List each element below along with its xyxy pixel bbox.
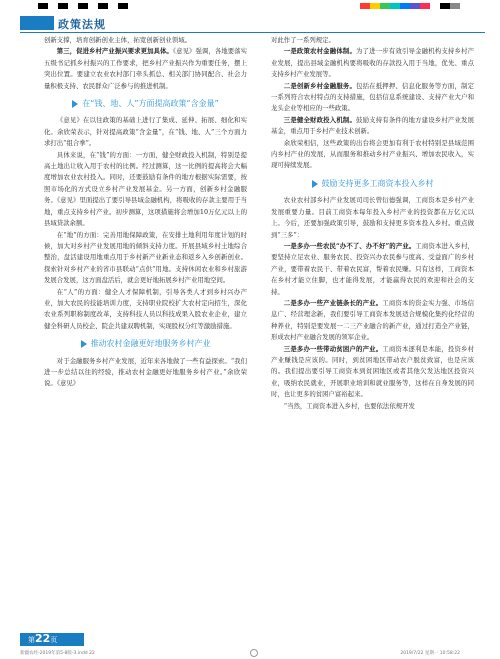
paragraph-lead: 一是政策农村金融体制。 xyxy=(283,47,357,56)
paragraph: 在“地”的方面：完善用地保障政策，在安排土地利用年度计划的时候，加大对乡村产业发展用地的倾斜支持力度。开展县域乡村土地综合整治，盘活建设用地重点用于乡村新产业新业态和返乡入乡创新创业。探索针对乡村产业的省市县联动“点供”用地。支持休闲农业和乡村旅游发展合发展，这方面盘活后，就会更好地拓展乡村产业用地空间。 xyxy=(44,230,247,285)
page-number xyxy=(28,632,57,645)
paragraph: 《意见》在以往政策的基础上进行了集成、延伸、拓展、细化和实化。余欣荣表示，针对提高政策“含金量”，在“钱、地、人”三个方面力求打出“组合拳”。 xyxy=(44,116,247,148)
section-heading-text: 在“钱、地、人”方面提高政策“含金量” xyxy=(82,99,219,109)
paragraph: 对于金融服务乡村产业发展，近年来各地做了一些有益探索。“我们进一步总结以往的经验，推动农村金融更好地服务乡村产业。”余欣荣说。《意见》 xyxy=(44,356,247,388)
section-heading-text: 鼓励支持更多工商资本投入乡村 xyxy=(321,178,434,188)
calibration-swatch xyxy=(450,3,460,9)
color-calibration-strip-right xyxy=(360,3,460,9)
calibration-swatch xyxy=(108,3,118,9)
paragraph xyxy=(44,46,247,92)
paragraph: 创新支撑，培育创新创业主体，拓宽创新创业领域。 xyxy=(44,36,191,44)
paragraph: 在“人”的方面：健全人才保障机制，引导各类人才到乡村兴办产业，加大农民的技能培训力度，支持职业院校扩大农村定向招生，深化农业系列职称制度改革，支持科技人员以科技成果入股农业企业，建立健全科研人员校企、院企共建双聘机制，实现股权分红等激励措施。 xyxy=(44,287,247,330)
section-heading-3 xyxy=(271,178,474,189)
calibration-swatch xyxy=(98,3,108,9)
section-title: 政策法规 xyxy=(58,18,106,31)
paragraph: 对此作了一系列规定。 xyxy=(271,36,335,44)
print-slug-timestamp: 2019/7/22 星期一 10:58:22 xyxy=(400,651,460,656)
header-accent-bar xyxy=(20,16,54,30)
calibration-swatch xyxy=(78,3,88,9)
article-body xyxy=(44,35,476,615)
triangle-bullet-icon xyxy=(72,100,78,108)
calibration-swatch xyxy=(370,3,380,9)
calibration-swatch xyxy=(410,3,420,9)
calibration-swatch xyxy=(48,3,58,9)
page-number-value: 22 xyxy=(35,632,51,645)
calibration-swatch xyxy=(390,3,400,9)
paragraph xyxy=(271,46,474,80)
paragraph xyxy=(271,241,474,298)
calibration-swatch xyxy=(88,3,98,9)
paragraph xyxy=(271,115,474,138)
header-rule xyxy=(20,32,485,33)
calibration-swatch xyxy=(38,3,48,9)
paragraph-text: 工商资本的资金实力强、市场信息广、经营理念新，我们要引导工商资本发展适合规模化集约化经营的种养业，特别是要发展一二三产业融合的新产业，通过打造全产业链，形成农村产业融合发展的领军企业。 xyxy=(271,298,475,342)
page-number-suffix: 页 xyxy=(50,636,58,644)
triangle-bullet-icon xyxy=(81,340,87,348)
color-calibration-strip-left xyxy=(38,3,138,9)
triangle-bullet-icon xyxy=(312,180,318,188)
calibration-swatch xyxy=(118,3,128,9)
registration-mark-icon xyxy=(250,649,258,657)
print-slug-file: 新疆农经-2019年第5-8版-3.indd 22 xyxy=(20,651,95,656)
paragraph-lead: 二是创新乡村金融服务。 xyxy=(283,81,357,90)
section-heading-1 xyxy=(44,98,247,109)
paragraph xyxy=(271,344,474,401)
paragraph-lead: 三是多办一些带动贫困户的产业。 xyxy=(283,344,383,353)
paragraph-lead: 三是健全财政投入机制。 xyxy=(283,115,357,124)
page-header xyxy=(20,13,485,33)
paragraph-text: 工商资本进入乡村，要坚持立足农业、服务农民、投资兴办农民参与度高、受益面广的乡村产业，要带着农民干、带着农民富，帮着农民赚。只有这样，工商资本在乡村才能立住脚，也才能得发展，才能赢得农民的欢迎和社会的支持。 xyxy=(271,241,474,296)
calibration-swatch xyxy=(420,3,430,9)
paragraph xyxy=(271,298,474,344)
calibration-swatch xyxy=(430,3,440,9)
paragraph: 余欣荣相信，这些政策的出台将会更加有利于农村特别是县域范围内乡村产业的发展，从而服务和推动乡村产业振兴、增加农民收入，实现可持续发展。 xyxy=(271,138,474,170)
calibration-swatch xyxy=(68,3,78,9)
paragraph-text: 包括在抵押押、信息化服务等方面，制定一系列符合农村特点的支持措施，包括信息系统建设、支持产业大户和龙头企业等相应的一些政策。 xyxy=(271,81,475,113)
calibration-swatch xyxy=(380,3,390,9)
section-heading-text: 推动农村金融更好地服务乡村产业 xyxy=(90,339,211,349)
paragraph-lead: 一是多办一些农民“办不了、办不好”的产业。 xyxy=(283,241,416,250)
paragraph-lead: 二是多办一些产业链条长的产业。 xyxy=(283,298,383,307)
calibration-swatch xyxy=(360,3,370,9)
paragraph-text: 《意见》强调，各地要落实五级书记抓乡村振兴的工作要求，把乡村产业振兴作为重要任务，摆上突出位置。要建立农业农村部门牵头抓总、相关部门协同配合、社会力量积极支持、农民群众广泛参与的推进机制。 xyxy=(44,47,247,90)
paragraph xyxy=(271,81,474,115)
calibration-swatch xyxy=(440,3,450,9)
paragraph-text: 鼓励支持有条件的地方建设乡村产业发展基金，重点用于乡村产业技术创新。 xyxy=(271,115,475,136)
paragraph: 具体来说，在“钱”的方面：一方面，健全财政投入机制，特别是提高土地出让收入用于农村的比例。经过测算，这一比例的提高将会大幅度增加农业农村投入。同时，还要鼓励有条件的地方根据实际需要，按照市场化的方式设立乡村产业发展基金。另一方面，创新乡村金融服务。《意见》里面提出了要引导县域金融机构，将吸收的存款主要用于当地，重点支持乡村产业。初步测算，这项措施将会增加10万亿元以上的县域贷款余额。 xyxy=(44,150,247,228)
right-column xyxy=(271,35,474,412)
page-number-prefix: 第 xyxy=(28,636,35,644)
paragraph-text: 工商资本逐利是本能，投资乡村产业赚钱是应该的。同时，到贫困地区带动农户脱贫致富，也是应该的。我们提出要引导工商资本到贫困地区或者其他欠发达地区投资兴业，吸纳农民就业，开展职业培训和就业服务等，这样在自身发展的同时，也让更多的贫困户富裕起来。 xyxy=(271,344,475,399)
left-column xyxy=(44,35,247,390)
paragraph-lead: 第三，促进乡村产业振兴要求更加具体。 xyxy=(56,47,173,56)
calibration-swatch xyxy=(400,3,410,9)
paragraph: 农业农村部乡村产业发展司司长曾衍德强调，工商资本是乡村产业发展重要力量。目前工商资本每年投入乡村产业的投资都在万亿元以上。今后，还要加强政策引导，鼓励和支持更多资本投入乡村。重点做到“三多”： xyxy=(271,196,474,239)
calibration-swatch xyxy=(128,3,138,9)
paragraph-text: 为了进一步有效引导金融机构支持乡村产业发展，提出县域金融机构要将吸收的存款投入用于当地，优先、重点支持乡村产业发展等。 xyxy=(271,47,475,79)
paragraph: “当然，工商资本进入乡村，也要依法依规开发 xyxy=(283,401,415,410)
section-heading-2 xyxy=(44,338,247,349)
calibration-swatch xyxy=(58,3,68,9)
